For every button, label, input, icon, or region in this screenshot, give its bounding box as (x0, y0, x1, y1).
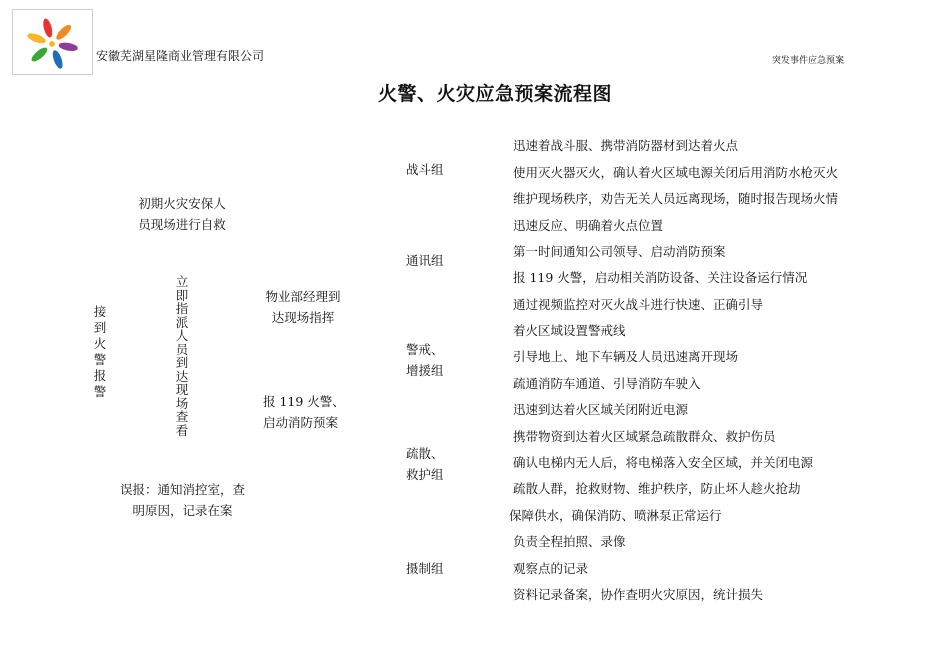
company-name: 安徽芜湖星隆商业管理有限公司 (96, 49, 265, 63)
group-label: 摄制组 (406, 561, 444, 576)
dispatch-char: 场 (175, 395, 189, 411)
task-item: 报 119 火警，启动相关消防设备、关注设备运行情况 (513, 270, 808, 285)
task-item: 通过视频监控对灭火战斗进行快速、正确引导 (513, 297, 764, 312)
company-logo (12, 9, 93, 75)
task-item: 疏通消防车通道、引导消防车驶入 (513, 376, 701, 391)
task-item: 第一时间通知公司领导、启动消防预案 (513, 244, 726, 259)
task-item: 观察点的记录 (513, 561, 589, 576)
receive-char: 警 (93, 352, 107, 367)
document-type: 突发事件应急预案 (772, 56, 845, 66)
dispatch-char: 指 (175, 301, 189, 316)
receive-alarm-step (92, 304, 108, 400)
task-item: 着火区域设置警戒线 (513, 323, 626, 338)
task-item: 携带物资到达着火区域紧急疏散群众、救护伤员 (513, 429, 776, 444)
self-rescue-line: 员现场进行自救 (138, 217, 226, 232)
task-item: 资料记录备案，协作查明火灾原因，统计损失 (513, 587, 764, 602)
logo-petal (26, 31, 47, 45)
group-fire-fighting (406, 159, 444, 180)
receive-char: 警 (93, 384, 107, 399)
logo-center (49, 41, 55, 47)
task-item: 疏散人群，抢救财物、维护秩序，防止坏人趁火抢劫 (513, 481, 801, 496)
task-item: 负责全程拍照、录像 (513, 534, 626, 549)
report-119-step (255, 391, 359, 433)
dispatch-char: 员 (175, 341, 189, 357)
dispatch-char: 即 (175, 287, 189, 303)
manager-step (255, 286, 351, 328)
dispatch-char: 看 (175, 422, 189, 438)
dispatch-char: 立 (175, 274, 189, 289)
task-item: 使用灭火器灭火，确认着火区域电源关闭后用消防水枪灭火 (513, 165, 839, 180)
task-item: 迅速到达着火区域关闭附近电源 (513, 402, 689, 417)
group-communication (406, 250, 444, 271)
manager-line: 物业部经理到 (265, 289, 341, 304)
dispatch-step (174, 275, 190, 437)
group-evacuation-rescue (406, 443, 444, 485)
logo-flower-icon (13, 10, 92, 74)
false-alarm-line: 误报：通知消控室，查 (119, 482, 245, 497)
group-label: 疏散、 (406, 446, 444, 461)
false-alarm-line: 明原因，记录在案 (132, 503, 233, 518)
logo-petal (41, 18, 54, 39)
group-label: 增援组 (406, 363, 444, 378)
page-title: 火警、火灾应急预案流程图 (377, 83, 612, 105)
group-guard-support (406, 339, 444, 381)
task-item: 迅速着战斗服、携带消防器材到达着火点 (513, 138, 739, 153)
logo-petal (51, 49, 65, 70)
task-item: 迅速反应、明确着火点位置 (513, 218, 664, 233)
group-recording (406, 558, 444, 579)
group-label: 警戒、 (406, 342, 444, 357)
dispatch-char: 派 (175, 314, 189, 330)
task-item: 确认电梯内无人后，将电梯落入安全区域，并关闭电源 (513, 455, 814, 470)
logo-petal (58, 41, 78, 52)
dispatch-char: 达 (175, 368, 189, 384)
manager-line: 达现场指挥 (271, 310, 335, 325)
group-label: 战斗组 (406, 162, 444, 177)
group-label: 救护组 (406, 467, 444, 482)
dispatch-char: 现 (175, 382, 189, 397)
logo-petal (54, 23, 73, 42)
report-line: 报 119 火警、 (263, 394, 345, 409)
report-line: 启动消防预案 (263, 415, 339, 430)
false-alarm-step (110, 479, 255, 521)
dispatch-char: 到 (175, 355, 189, 370)
logo-petal (29, 45, 49, 63)
receive-char: 火 (93, 336, 107, 351)
task-item: 保障供水，确保消防、喷淋泵正常运行 (509, 508, 722, 523)
receive-char: 到 (93, 320, 107, 335)
receive-char: 报 (93, 368, 107, 383)
self-rescue-line: 初期火灾安保人 (138, 196, 226, 211)
dispatch-char: 人 (175, 328, 189, 343)
dispatch-char: 查 (175, 409, 189, 424)
task-item: 引导地上、地下车辆及人员迅速离开现场 (513, 349, 739, 364)
self-rescue-step (127, 193, 237, 235)
group-label: 通讯组 (406, 253, 444, 268)
task-item: 维护现场秩序，劝告无关人员远离现场，随时报告现场火情 (513, 191, 839, 206)
receive-char: 接 (93, 304, 107, 319)
